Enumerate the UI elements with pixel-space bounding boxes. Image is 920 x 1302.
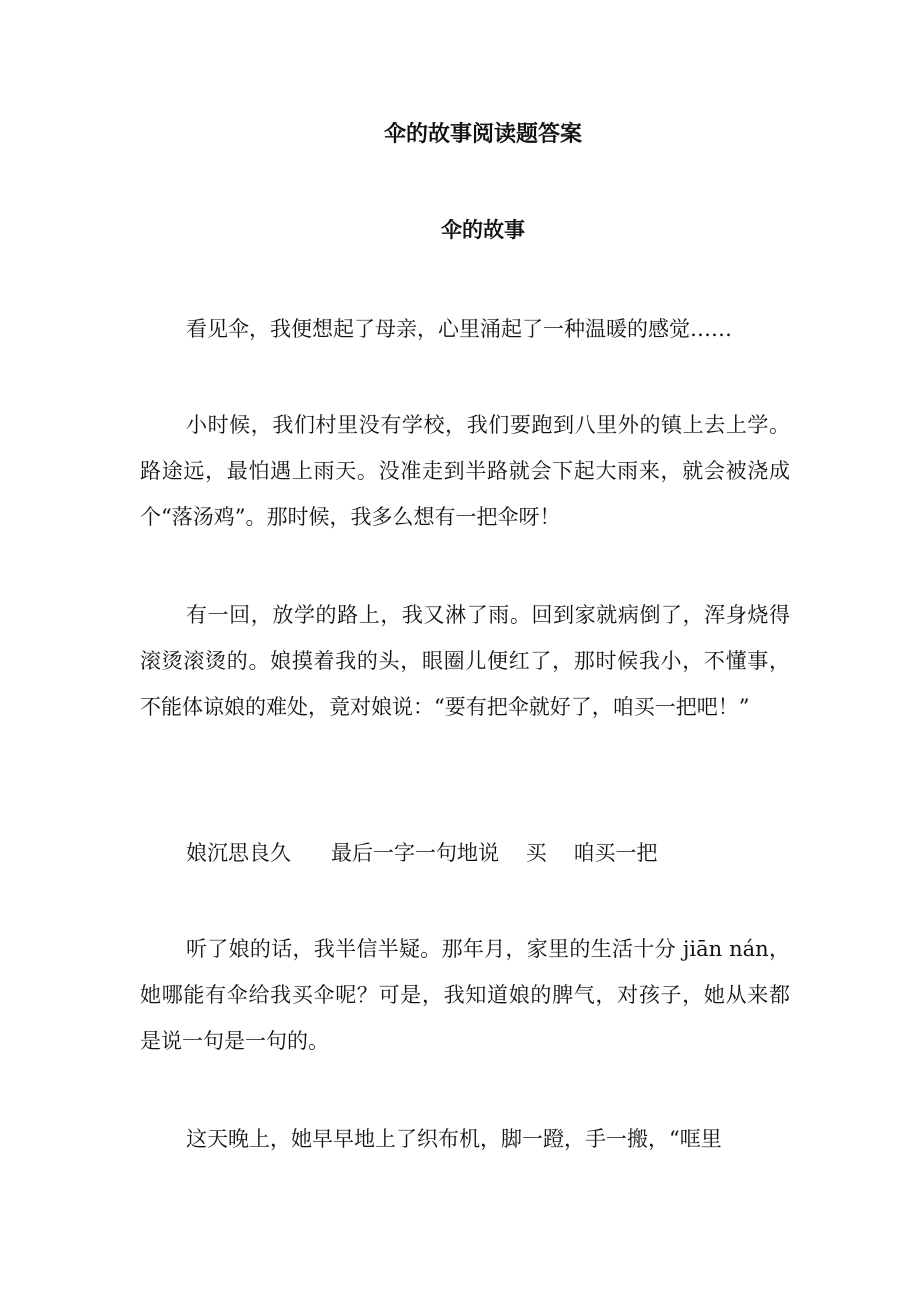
story-title: 伞的故事 (441, 217, 525, 242)
paragraph: 娘沉思良久 最后一字一句地说 买 咱买一把 (186, 841, 658, 865)
document-title: 伞的故事阅读题答案 (383, 121, 582, 147)
paragraph: 小时候，我们村里没有学校，我们要跑到八里外的镇上去上学。路途远，最怕遇上雨天。没准走到半路就会下起大雨来，就会被浇成个“落汤鸡”。那时候，我多么想有一把伞呀！ (140, 413, 790, 529)
paragraph: 这天晚上，她早早地上了织布机，脚一蹬，手一搬，“哐里 (186, 1127, 722, 1151)
paragraph: 听了娘的话，我半信半疑。那年月，家里的生活十分 jiān nán，她哪能有伞给我买伞呢？可是，我知道娘的脾气，对孩子，她从来都是说一句是一句的。 (140, 937, 790, 1053)
paragraph: 有一回，放学的路上，我又淋了雨。回到家就病倒了，浑身烧得滚烫滚烫的。娘摸着我的头，眼圈儿便红了，那时候我小，不懂事，不能体谅娘的难处，竟对娘说：“要有把伞就好了，咱买一把吧！” (140, 603, 790, 719)
paragraph: 看见伞，我便想起了母亲，心里涌起了一种温暖的感觉…… (186, 317, 732, 341)
